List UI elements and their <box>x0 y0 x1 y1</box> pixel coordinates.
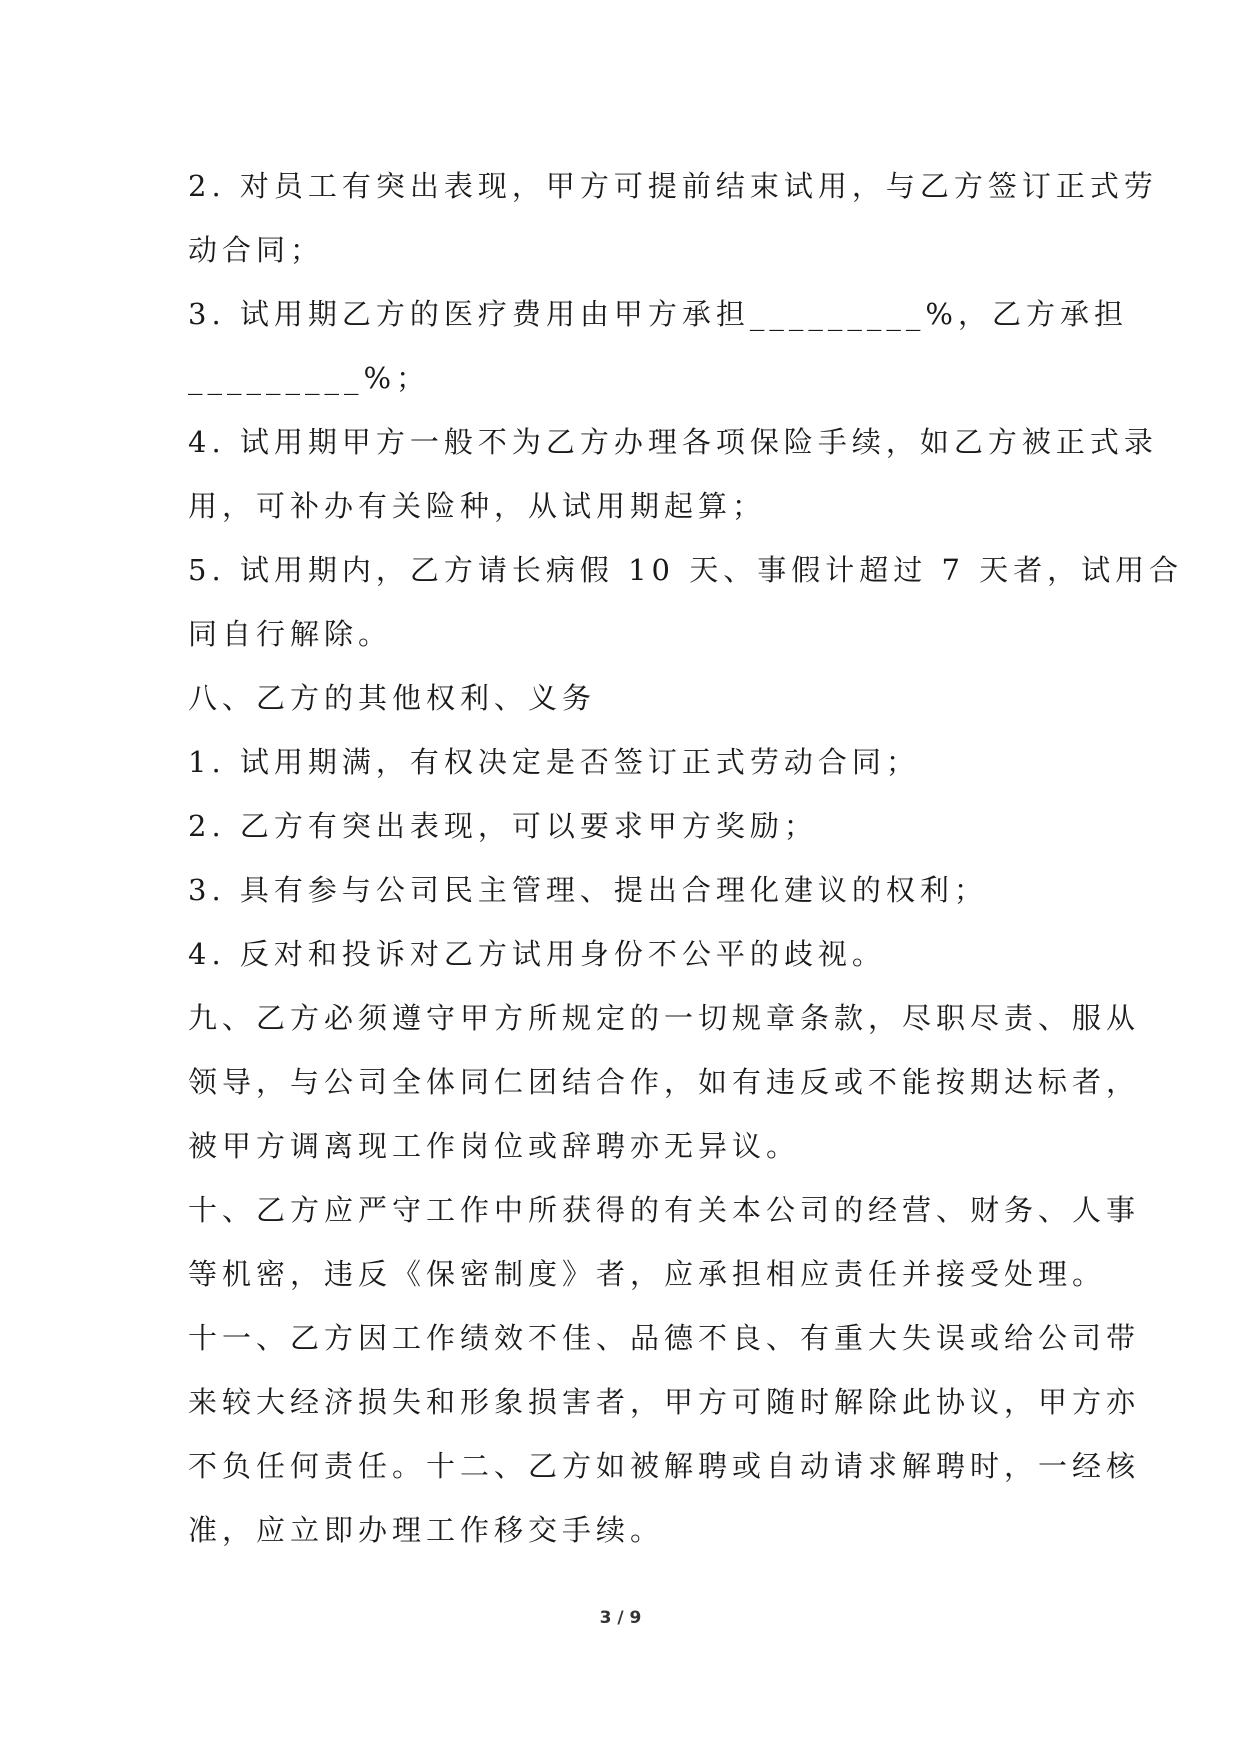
page-number: 3 / 9 <box>599 1608 642 1628</box>
text-line: 十、乙方应严守工作中所获得的有关本公司的经营、财务、人事 <box>188 1193 1141 1227</box>
text-line: 2. 乙方有突出表现，可以要求甲方奖励； <box>188 809 818 843</box>
text-line: 准，应立即办理工作移交手续。 <box>188 1513 665 1547</box>
text-line: 被甲方调离现工作岗位或辞聘亦无异议。 <box>188 1129 801 1163</box>
text-line: 用，可补办有关险种，从试用期起算； <box>188 489 767 523</box>
text-line: 领导，与公司全体同仁团结合作，如有违反或不能按期达标者， <box>188 1065 1141 1099</box>
text-line: 动合同； <box>188 233 325 267</box>
text-line: 同自行解除。 <box>188 617 393 651</box>
text-line: 九、乙方必须遵守甲方所规定的一切规章条款，尽职尽责、服从 <box>188 1001 1141 1035</box>
text-line: _________%； <box>188 361 431 395</box>
text-line: 3. 具有参与公司民主管理、提出合理化建议的权利； <box>188 873 988 907</box>
text-line: 1. 试用期满，有权决定是否签订正式劳动合同； <box>188 745 920 779</box>
text-line: 等机密，违反《保密制度》者，应承担相应责任并接受处理。 <box>188 1257 1107 1291</box>
text-line: 不负任何责任。十二、乙方如被解聘或自动请求解聘时，一经核 <box>188 1449 1141 1483</box>
text-line: 5. 试用期内，乙方请长病假 10 天、事假计超过 7 天者，试用合 <box>188 553 1184 587</box>
text-line: 4. 反对和投诉对乙方试用身份不公平的歧视。 <box>188 937 886 971</box>
text-line: 4. 试用期甲方一般不为乙方办理各项保险手续，如乙方被正式录 <box>188 425 1158 459</box>
text-line: 2. 对员工有突出表现，甲方可提前结束试用，与乙方签订正式劳 <box>188 169 1158 203</box>
section-heading: 八、乙方的其他权利、义务 <box>188 681 597 715</box>
text-line: 十一、乙方因工作绩效不佳、品德不良、有重大失误或给公司带 <box>188 1321 1141 1355</box>
text-line: 来较大经济损失和形象损害者，甲方可随时解除此协议，甲方亦 <box>188 1385 1141 1419</box>
document-body <box>188 158 1184 1566</box>
text-line: 3. 试用期乙方的医疗费用由甲方承担_________%，乙方承担 <box>188 297 1128 331</box>
